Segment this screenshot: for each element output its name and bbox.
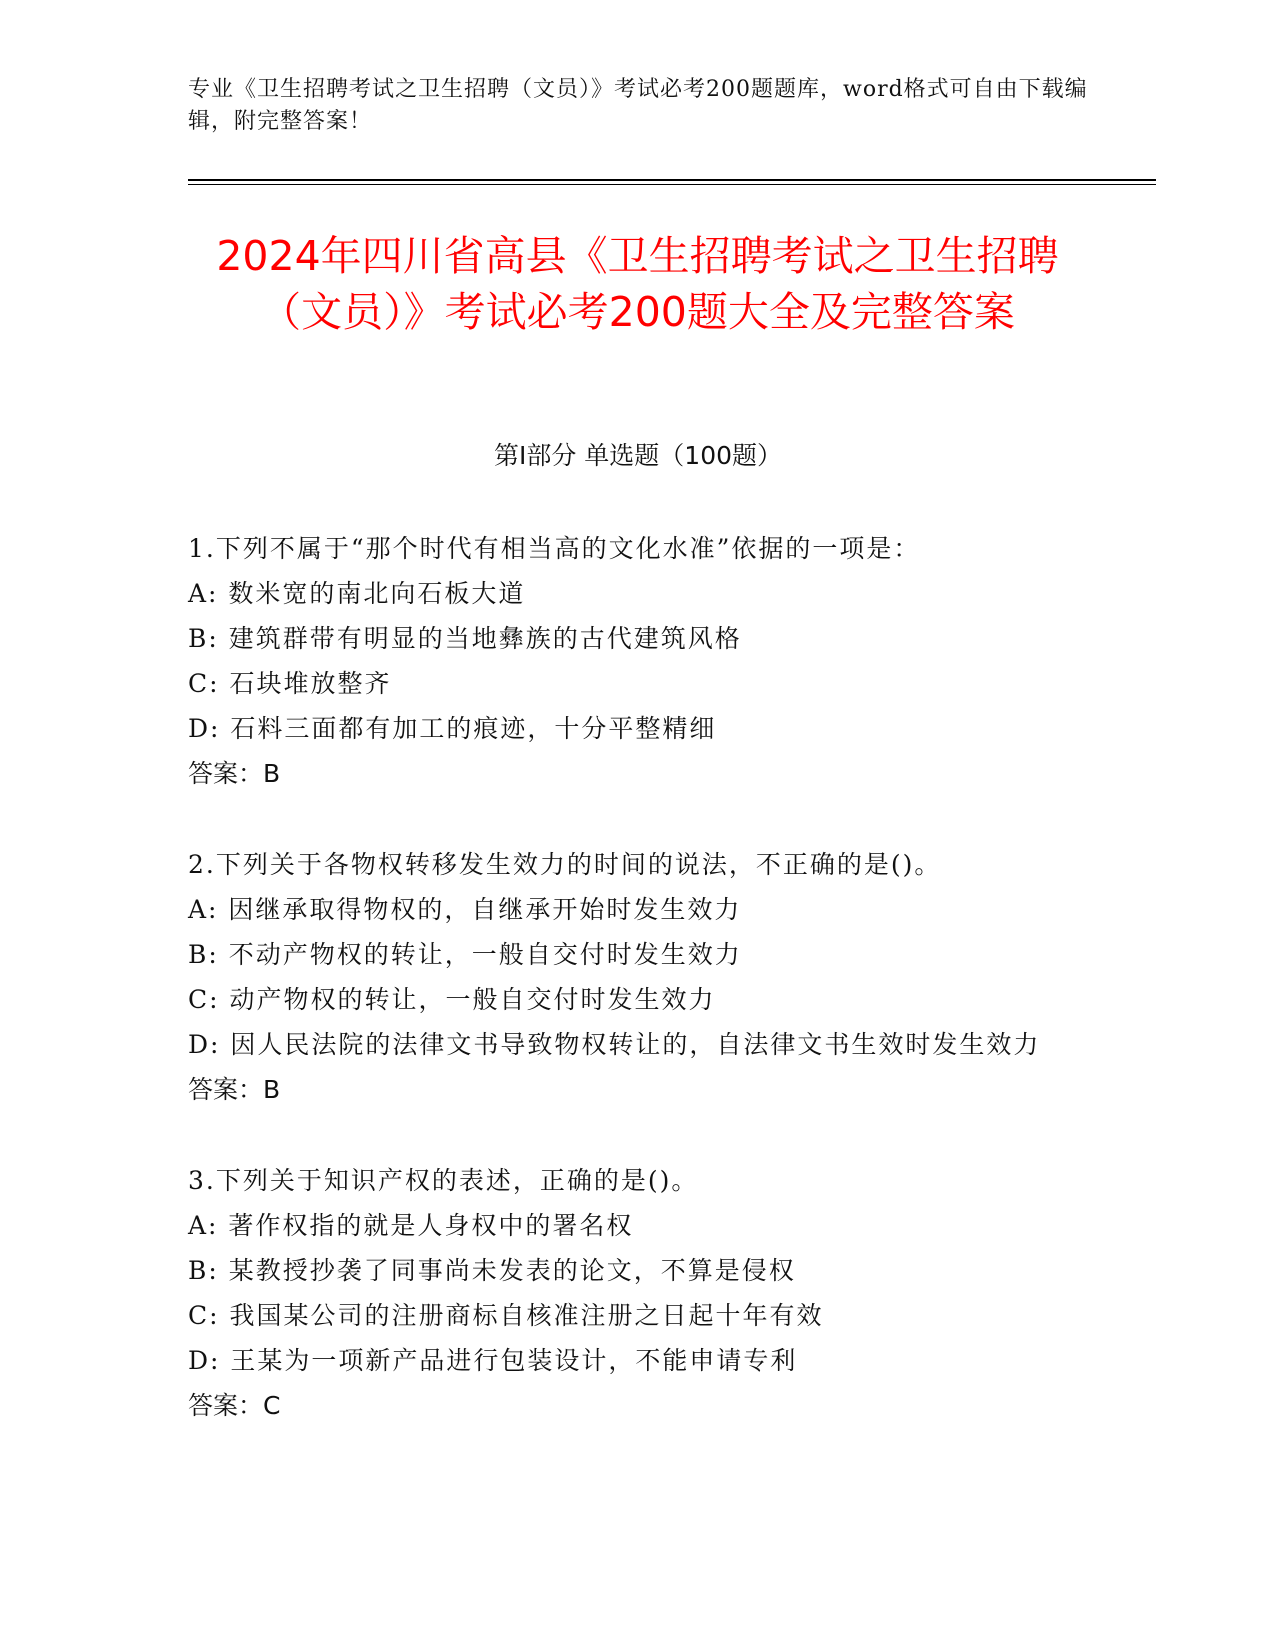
question-stem: 1.下列不属于“那个时代有相当高的文化水准”依据的一项是： <box>188 534 921 563</box>
header-note: 专业《卫生招聘考试之卫生招聘（文员）》考试必考200题题库，word格式可自由下载编辑，附完整答案！ <box>188 77 1088 134</box>
option-c: C: 石块堆放整齐 <box>188 669 392 698</box>
question-stem: 3.下列关于知识产权的表述，正确的是()。 <box>188 1166 699 1195</box>
option-b: B: 建筑群带有明显的当地彝族的古代建筑风格 <box>188 624 742 653</box>
answer-line: 答案：B <box>188 759 281 788</box>
option-d: D: 因人民法院的法律文书导致物权转让的，自法律文书生效时发生效力 <box>188 1030 1041 1059</box>
question-2 <box>188 842 1088 1112</box>
option-a: A: 著作权指的就是人身权中的署名权 <box>188 1211 634 1240</box>
option-b: B: 某教授抄袭了同事尚未发表的论文，不算是侵权 <box>188 1256 796 1285</box>
option-b: B: 不动产物权的转让，一般自交付时发生效力 <box>188 940 742 969</box>
header-divider-thick <box>188 179 1156 181</box>
option-c: C: 动产物权的转让，一般自交付时发生效力 <box>188 985 716 1014</box>
answer-line: 答案：B <box>188 1075 281 1104</box>
question-stem: 2.下列关于各物权转移发生效力的时间的说法，不正确的是()。 <box>188 850 942 879</box>
answer-line: 答案：C <box>188 1391 281 1420</box>
document-title: 2024年四川省高县《卫生招聘考试之卫生招聘（文员）》考试必考200题大全及完整答案 <box>216 232 1059 336</box>
question-list <box>188 526 1088 1474</box>
option-a: A: 因继承取得物权的，自继承开始时发生效力 <box>188 895 742 924</box>
option-a: A: 数米宽的南北向石板大道 <box>188 579 526 608</box>
section-heading: 第I部分 单选题（100题） <box>493 441 783 470</box>
option-d: D: 王某为一项新产品进行包装设计，不能申请专利 <box>188 1346 798 1375</box>
header-divider-thin <box>188 184 1156 185</box>
question-1 <box>188 526 1088 796</box>
option-d: D: 石料三面都有加工的痕迹，十分平整精细 <box>188 714 717 743</box>
option-c: C: 我国某公司的注册商标自核准注册之日起十年有效 <box>188 1301 824 1330</box>
question-3 <box>188 1158 1088 1428</box>
